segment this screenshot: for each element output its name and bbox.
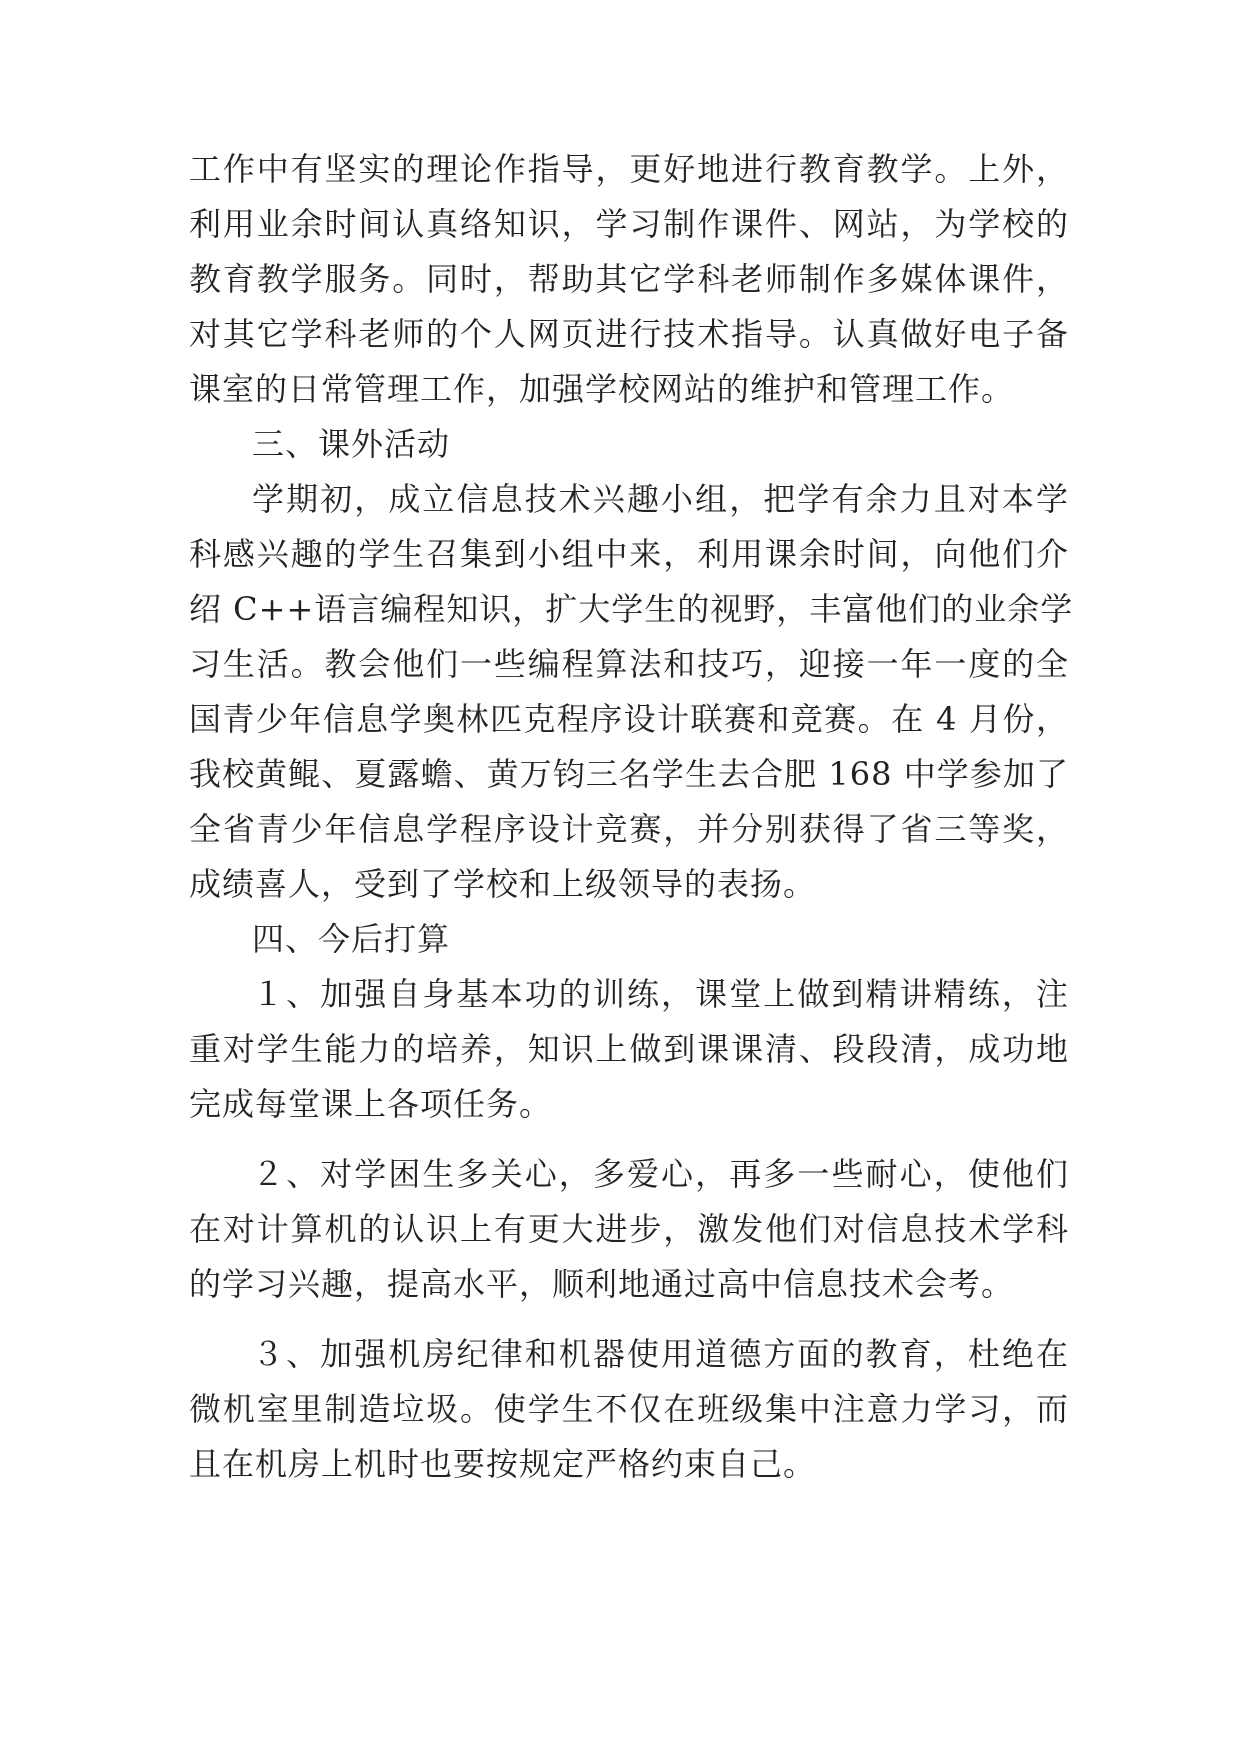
text-line: 国青少年信息学奥林匹克程序设计联赛和竞赛。在 4 月份， <box>189 700 1069 738</box>
text-line: 且在机房上机时也要按规定严格约束自己。 <box>189 1445 817 1483</box>
section-heading: 四、今后打算 <box>252 920 451 958</box>
text-line: 利用业余时间认真络知识，学习制作课件、网站，为学校的 <box>189 205 1069 243</box>
text-line: 工作中有坚实的理论作指导，更好地进行教育教学。上外， <box>189 150 1069 188</box>
text-line: 微机室里制造垃圾。使学生不仅在班级集中注意力学习，而 <box>189 1390 1069 1428</box>
text-line: 重对学生能力的培养，知识上做到课课清、段段清，成功地 <box>189 1030 1069 1068</box>
text-line: 全省青少年信息学程序设计竞赛，并分别获得了省三等奖， <box>189 810 1069 848</box>
text-line: 成绩喜人，受到了学校和上级领导的表扬。 <box>189 865 817 903</box>
text-line: 的学习兴趣，提高水平，顺利地通过高中信息技术会考。 <box>189 1265 1015 1303</box>
text-line: 对其它学科老师的个人网页进行技术指导。认真做好电子备 <box>189 315 1069 353</box>
text-line: 我校黄鲲、夏露蟾、黄万钧三名学生去合肥 168 中学参加了 <box>189 755 1069 793</box>
text-line: 习生活。教会他们一些编程算法和技巧，迎接一年一度的全 <box>189 645 1069 683</box>
text-line: １、加强自身基本功的训练，课堂上做到精讲精练，注 <box>252 975 1069 1013</box>
text-line: 科感兴趣的学生召集到小组中来，利用课余时间，向他们介 <box>189 535 1069 573</box>
text-line: 课室的日常管理工作，加强学校网站的维护和管理工作。 <box>189 370 1015 408</box>
section-heading: 三、课外活动 <box>252 425 451 463</box>
text-line: ３、加强机房纪律和机器使用道德方面的教育，杜绝在 <box>252 1335 1069 1373</box>
text-line: 学期初，成立信息技术兴趣小组，把学有余力且对本学 <box>252 480 1069 518</box>
text-line: 教育教学服务。同时，帮助其它学科老师制作多媒体课件， <box>189 260 1069 298</box>
text-line: 完成每堂课上各项任务。 <box>189 1085 553 1123</box>
text-line: 绍 C++语言编程知识，扩大学生的视野，丰富他们的业余学 <box>189 590 1074 628</box>
text-line: 在对计算机的认识上有更大进步，激发他们对信息技术学科 <box>189 1210 1069 1248</box>
text-line: ２、对学困生多关心，多爱心，再多一些耐心，使他们 <box>252 1155 1069 1193</box>
